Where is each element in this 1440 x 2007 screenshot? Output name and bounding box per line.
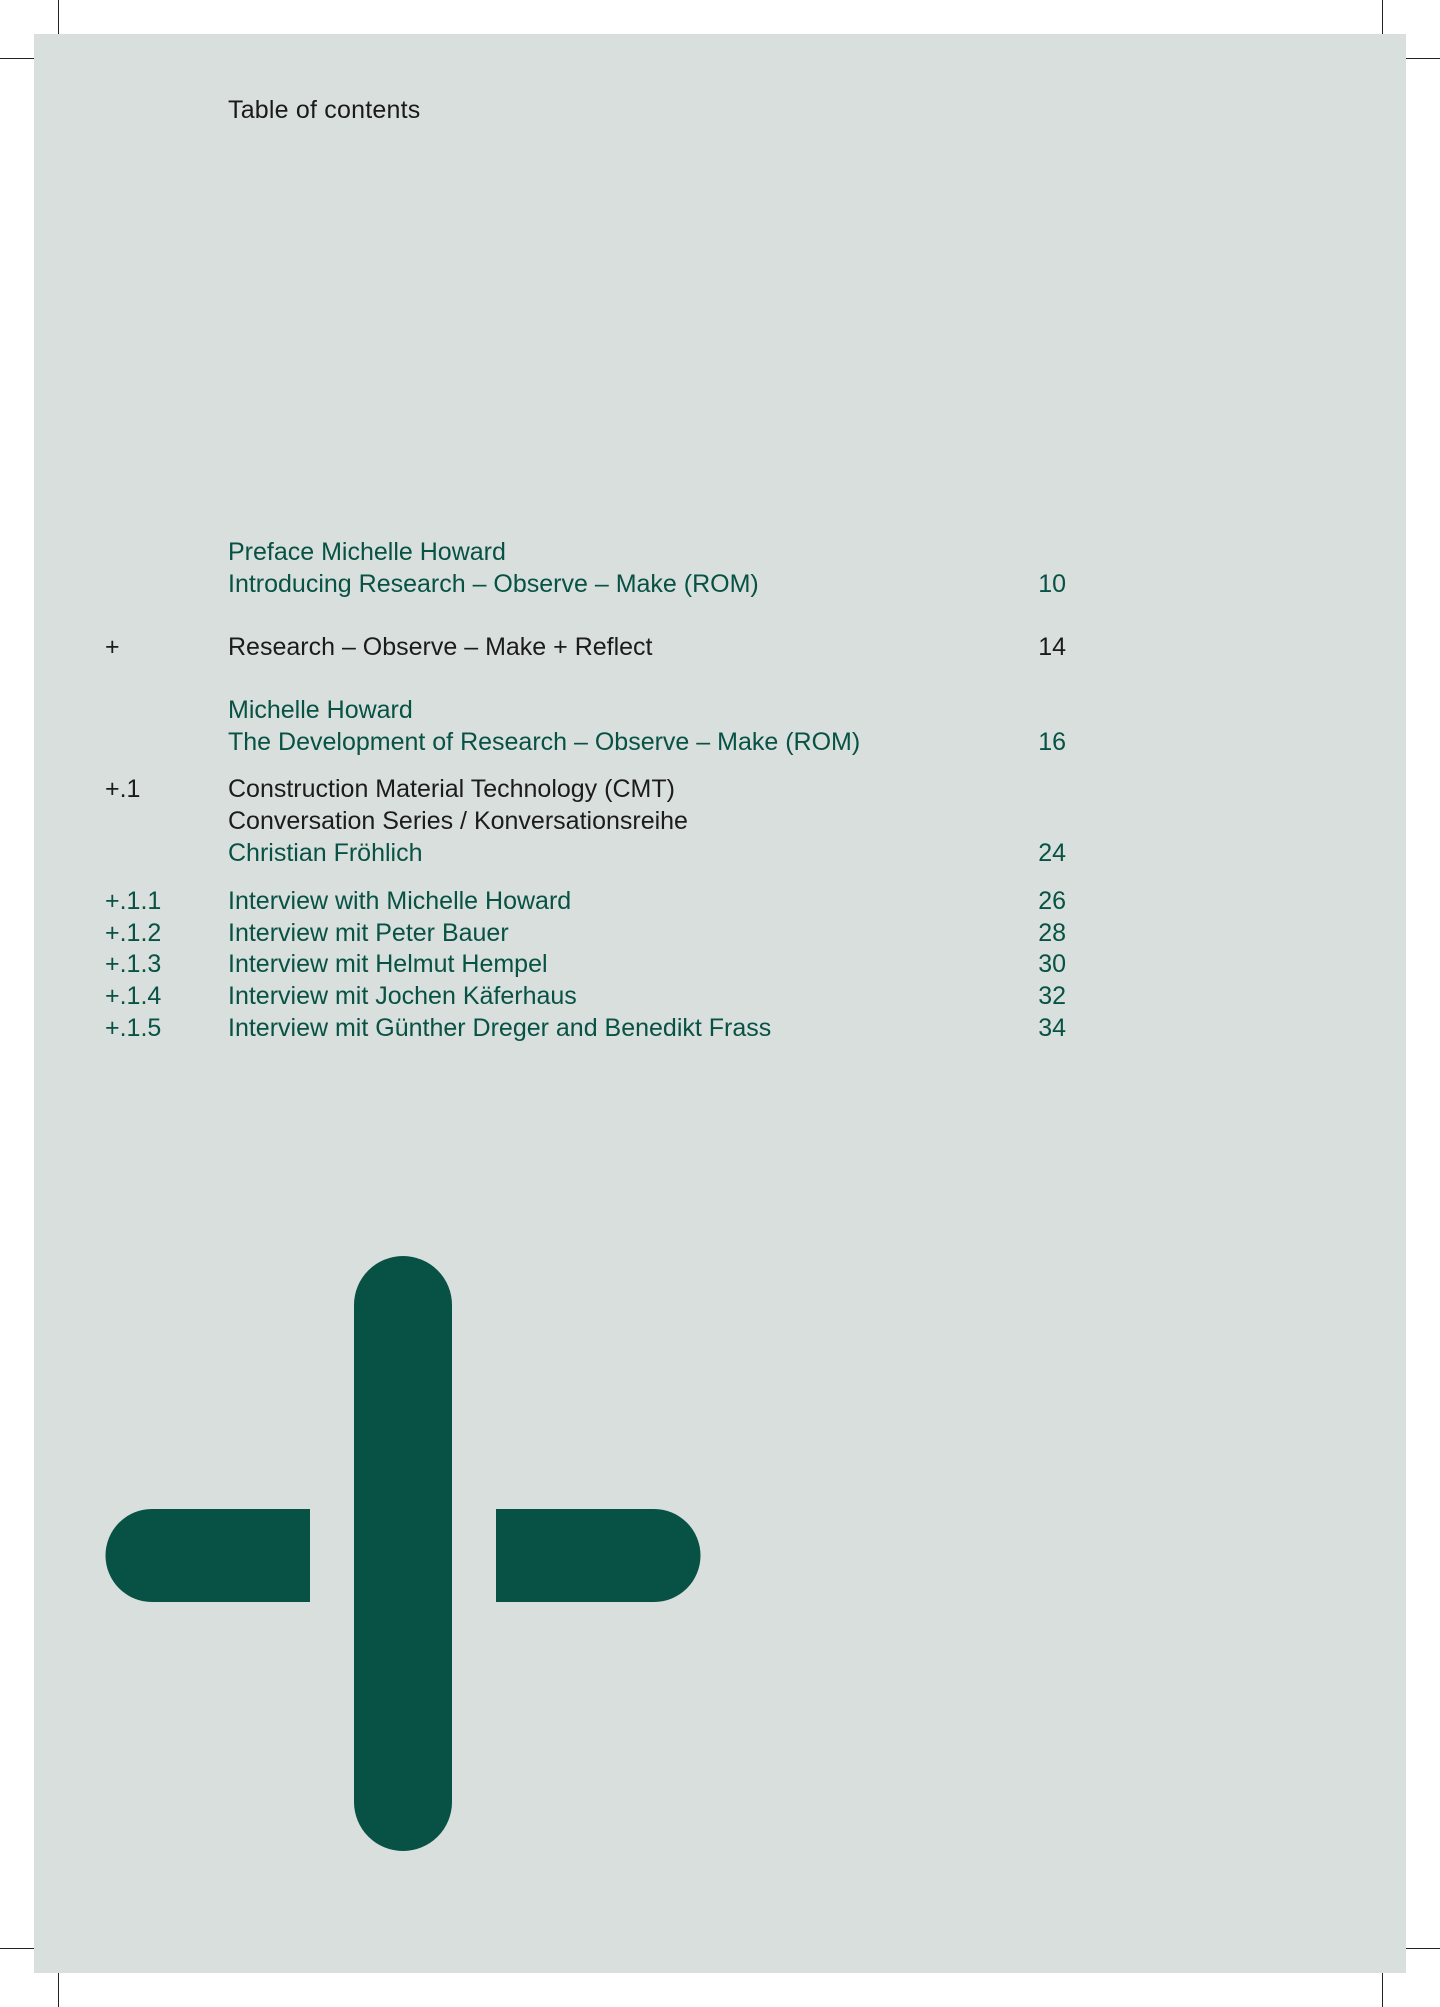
toc-entry-label: Interview mit Peter Bauer [228,919,509,947]
toc-entry[interactable] [0,805,1100,837]
toc-entry-page: 24 [1038,839,1066,867]
toc-entry-label: Interview mit Jochen Käferhaus [228,982,577,1010]
toc-entry[interactable] [0,568,1100,600]
toc-entry-number: +.1.4 [105,982,162,1010]
toc-entry-page: 26 [1038,887,1066,915]
toc-entry-label: Research – Observe – Make + Reflect [228,633,653,661]
toc-entry-page: 14 [1038,633,1066,661]
toc-entry[interactable] [0,694,1100,726]
toc-entry-page: 32 [1038,982,1066,1010]
toc-entry[interactable] [0,837,1100,869]
page-title: Table of contents [228,96,421,124]
toc-entry-page: 28 [1038,919,1066,947]
toc-entry-label: Christian Fröhlich [228,839,423,867]
toc-entry[interactable] [0,536,1100,568]
toc-entry-label: Interview mit Helmut Hempel [228,950,548,978]
toc-entry-label: Interview mit Günther Dreger and Benedikt Frass [228,1014,772,1042]
toc-entry[interactable] [0,773,1100,805]
toc-entry-page: 34 [1038,1014,1066,1042]
toc-entry[interactable] [0,726,1100,758]
toc-entry[interactable] [0,917,1100,949]
toc-entry[interactable] [0,631,1100,663]
toc-entry-page: 10 [1038,570,1066,598]
toc-entry-number: +.1.3 [105,950,162,978]
plus-mark-icon [105,1256,705,1856]
toc-entry-label: The Development of Research – Observe – Make (ROM) [228,728,861,756]
toc-entry[interactable] [0,948,1100,980]
toc-entry-page: 16 [1038,728,1066,756]
toc-entry-number: +.1.2 [105,919,162,947]
toc-entry-label: Introducing Research – Observe – Make (ROM) [228,570,759,598]
toc-entry-label: Construction Material Technology (CMT) [228,775,675,803]
toc-entry-label: Conversation Series / Konversationsreihe [228,807,688,835]
toc-entry-number: +.1 [105,775,141,803]
toc-entry-number: + [105,633,120,661]
toc-entry-number: +.1.5 [105,1014,162,1042]
toc-entry[interactable] [0,980,1100,1012]
toc-entry-label: Preface Michelle Howard [228,538,506,566]
toc-entry-label: Michelle Howard [228,696,413,724]
toc-entry[interactable] [0,885,1100,917]
toc-entry-page: 30 [1038,950,1066,978]
toc-entry-number: +.1.1 [105,887,162,915]
toc-entry[interactable] [0,1012,1100,1044]
toc-entry-label: Interview with Michelle Howard [228,887,572,915]
